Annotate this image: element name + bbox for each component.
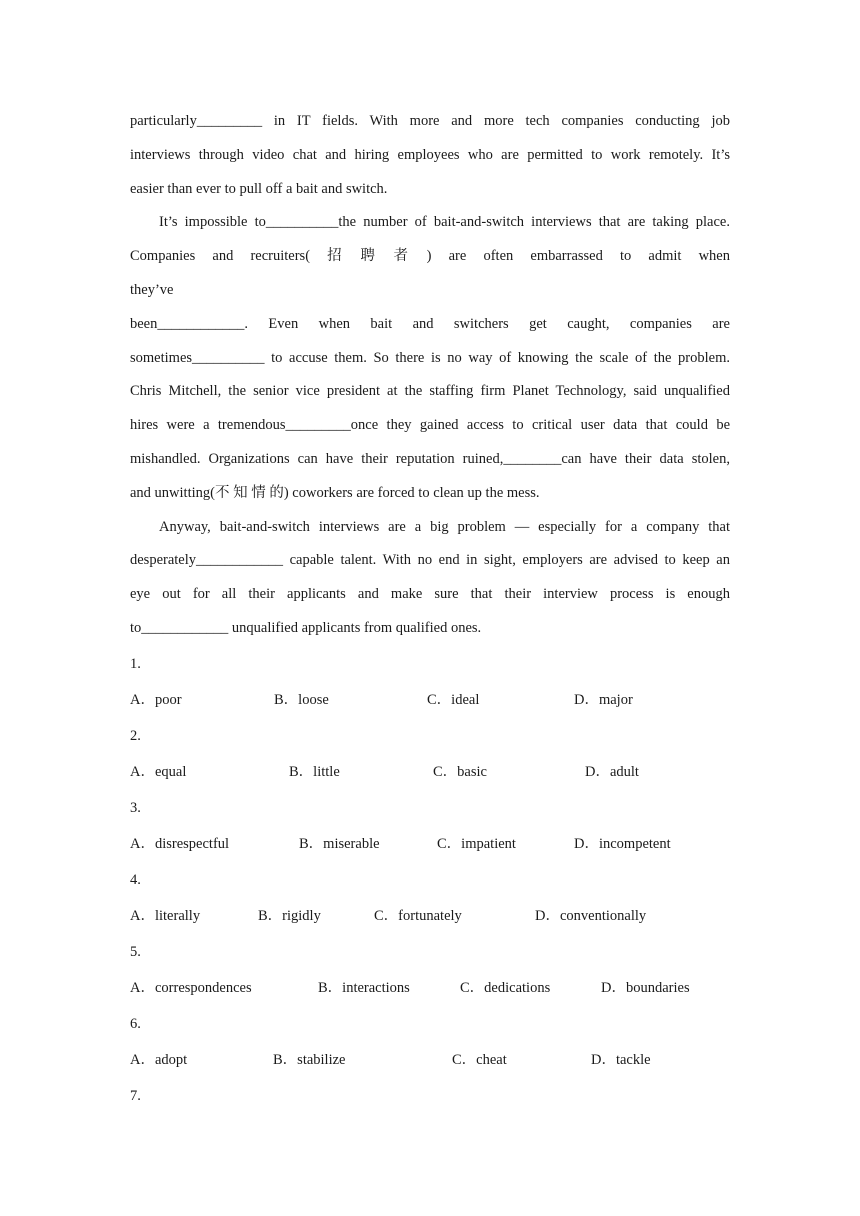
option-a[interactable]: A．adopt [130, 1051, 188, 1068]
passage-container [130, 105, 730, 1114]
text-line: Anyway, bait-and-switch interviews are a big problem — especially for a company that [159, 518, 730, 535]
text-line: interviews through video chat and hiring employees who are permitted to work remotely. It’s [130, 146, 730, 163]
option-b[interactable]: B．loose [274, 691, 329, 708]
text-line: Chris Mitchell, the senior vice president at the staffing firm Planet Technology, said unqualified [130, 383, 730, 400]
text-line: to____________ unqualified applicants from qualified ones. [130, 619, 482, 636]
option-a[interactable]: A．disrespectful [130, 835, 230, 852]
option-c[interactable]: C．impatient [437, 835, 516, 852]
option-b[interactable]: B．rigidly [258, 907, 321, 924]
text-line: eye out for all their applicants and make sure that their interview process is enough [130, 586, 730, 603]
option-c[interactable]: C．ideal [427, 691, 480, 708]
question-5 [130, 934, 730, 1006]
option-b[interactable]: B．miserable [299, 835, 380, 852]
option-row [130, 826, 730, 862]
question-number: 3. [130, 799, 141, 816]
option-row [130, 754, 730, 790]
question-number: 5. [130, 943, 141, 960]
question-4 [130, 862, 730, 934]
option-d[interactable]: D．adult [585, 763, 639, 780]
text-line: and unwitting(不 知 情 的) coworkers are forced to clean up the mess. [130, 484, 540, 501]
text-line: particularly_________ in IT fields. With more and more tech companies conducting job [130, 113, 730, 129]
question-number: 6. [130, 1015, 141, 1032]
question-number: 1. [130, 655, 141, 672]
option-d[interactable]: D．conventionally [535, 907, 647, 924]
text-line: sometimes__________ to accuse them. So there is no way of knowing the scale of the problem. [130, 349, 730, 366]
question-list [130, 646, 730, 1114]
option-d[interactable]: D．tackle [591, 1051, 651, 1068]
option-a[interactable]: A．equal [130, 763, 187, 780]
option-row [130, 1042, 730, 1078]
paragraph-2 [130, 206, 730, 510]
question-3 [130, 790, 730, 862]
text-line: been____________. Even when bait and switchers get caught, companies are [130, 315, 730, 332]
option-c[interactable]: C．fortunately [374, 907, 462, 924]
option-d[interactable]: D．boundaries [601, 979, 690, 996]
option-c[interactable]: C．basic [433, 763, 487, 780]
question-7 [130, 1078, 730, 1114]
text-line: hires were a tremendous_________once they gained access to critical user data that could be [130, 417, 730, 434]
option-b[interactable]: B．stabilize [273, 1051, 346, 1068]
question-number: 2. [130, 727, 141, 744]
paragraph-3 [130, 511, 730, 646]
option-b[interactable]: B．interactions [318, 979, 410, 996]
question-1 [130, 646, 730, 718]
option-a[interactable]: A．literally [130, 907, 201, 924]
option-c[interactable]: C．cheat [452, 1051, 507, 1068]
text-line: Companies and recruiters( 招 聘 者 ) are often embarrassed to admit when they’ve [130, 248, 730, 298]
option-c[interactable]: C．dedications [460, 979, 551, 996]
option-d[interactable]: D．major [574, 691, 633, 708]
option-b[interactable]: B．little [289, 763, 340, 780]
option-d[interactable]: D．incompetent [574, 835, 671, 852]
option-row [130, 970, 730, 1006]
option-row [130, 898, 730, 934]
option-row [130, 682, 730, 718]
question-6 [130, 1006, 730, 1078]
option-a[interactable]: A．correspondences [130, 979, 252, 996]
text-line: mishandled. Organizations can have their reputation ruined,________can have their data stolen, [130, 450, 730, 467]
text-line: desperately____________ capable talent. With no end in sight, employers are advised to keep an [130, 552, 730, 569]
paragraph-1 [130, 105, 730, 206]
question-2 [130, 718, 730, 790]
text-line: It’s impossible to__________the number of bait-and-switch interviews that are taking place. [159, 214, 730, 231]
question-number: 4. [130, 871, 141, 888]
option-a[interactable]: A．poor [130, 691, 182, 708]
question-number: 7. [130, 1087, 141, 1104]
text-line: easier than ever to pull off a bait and switch. [130, 180, 388, 197]
